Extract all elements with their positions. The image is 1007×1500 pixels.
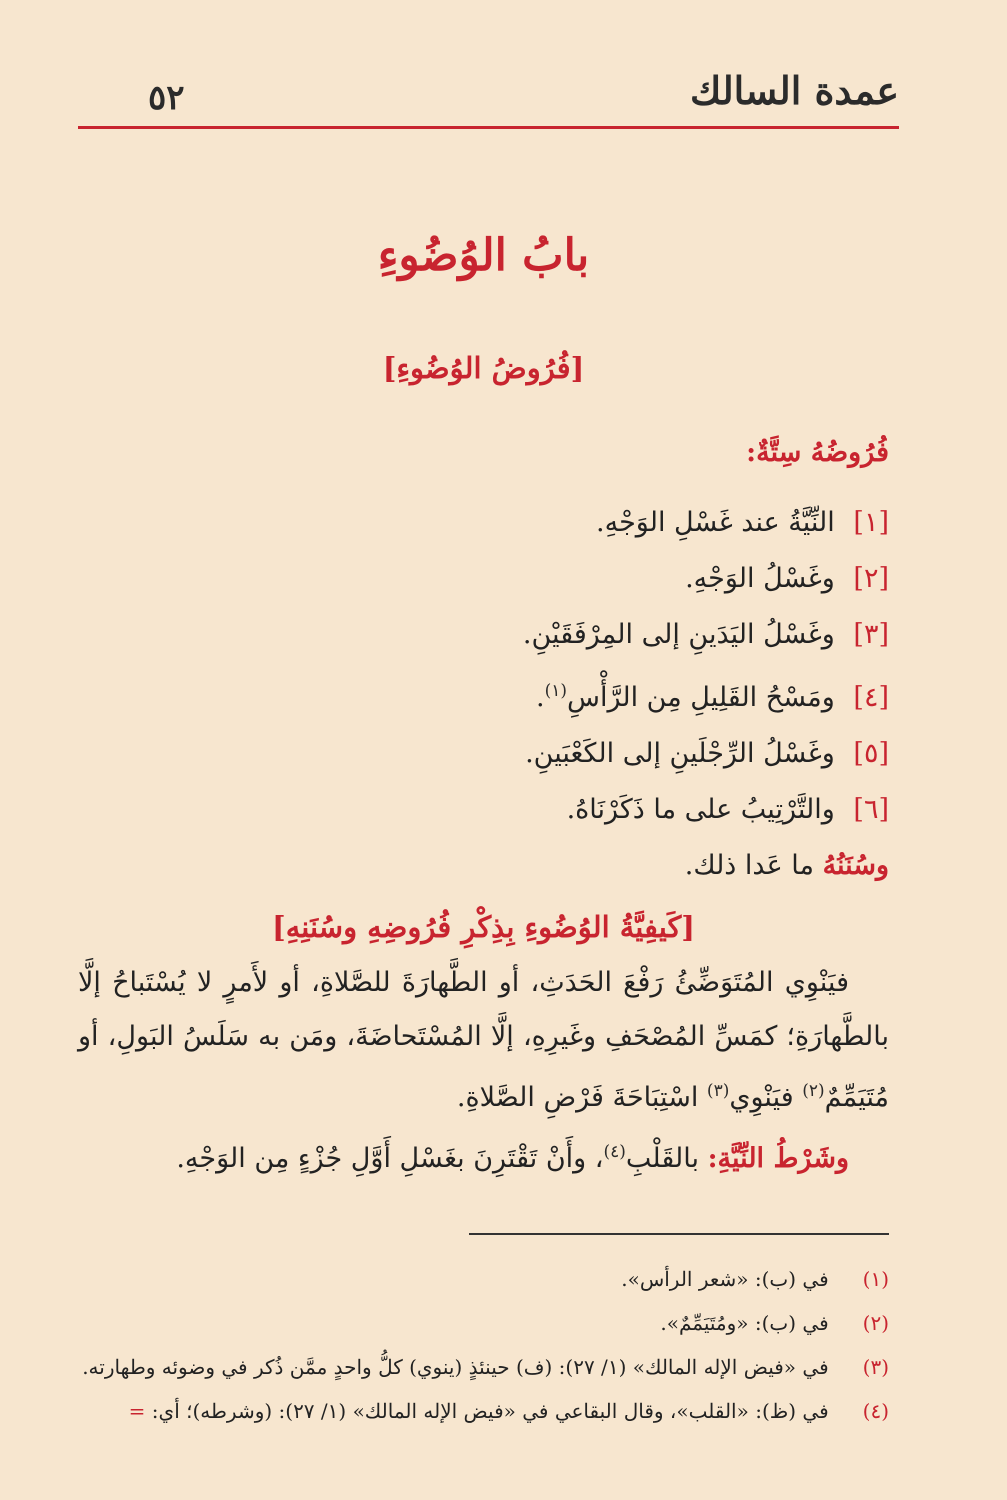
item-text: والتَّرْتِيبُ على ما ذَكَرْنَاهُ. [566,794,835,825]
main-content [78,210,889,1186]
item-number: [٤] [853,682,889,713]
footnote-text: في (ب): «ومُتَيَمِّمٌ». [660,1311,829,1335]
list-item [78,782,889,838]
footnote-item [78,1389,889,1433]
sunan-text: ما عَدا ذلك. [684,850,814,881]
item-text: النِّيَّةُ عند غَسْلِ الوَجْهِ. [596,507,835,538]
footnote-text: في «فيض الإله المالك» (١/ ٢٧): (ف) حينئذٍ (ينوي) كلُّ واحدٍ ممَّن ذُكر في وضوئه وطهارته. [82,1355,829,1379]
sunan-line [78,838,889,894]
item-tail: . [535,682,545,713]
footnote-number: (٢) [862,1311,889,1335]
page-number: ٥٢ [148,78,185,118]
footnote-ref[interactable]: (٣) [706,1081,730,1101]
item-number: [٣] [853,619,889,650]
footnote-ref[interactable]: (٤) [603,1142,626,1162]
book-title: عمدة السالك [690,68,899,113]
item-number: [٥] [853,738,889,769]
footnote-text: في (ب): «شعر الرأس». [621,1267,829,1291]
footnote-number: (٣) [862,1355,889,1379]
running-header [78,62,899,128]
item-number: [٦] [853,794,889,825]
footnote-ref[interactable]: (٢) [802,1081,825,1101]
footnote-item [78,1345,889,1389]
footnotes [78,1257,889,1433]
list-item [78,607,889,663]
paragraph-text: اسْتِبَاحَةَ فَرْضِ الصَّلاةِ. [456,1082,699,1113]
condition-label: وشَرْطُ النِّيَّةِ: [707,1143,849,1174]
footnote-ref[interactable]: (١) [544,681,567,701]
item-text: وغَسْلُ الرِّجْلَينِ إلى الكَعْبَينِ. [525,738,835,769]
list-item [78,551,889,607]
footnote-text: في (ظ): «القلب»، وقال البقاعي في «فيض الإله المالك» (١/ ٢٧): (وشرطه)؛ أي: [151,1399,829,1423]
item-number: [١] [853,507,889,538]
list-item [78,726,889,782]
obligations-lead-text: فُرُوضُهُ سِتَّةٌ: [746,437,889,468]
list-item [78,495,889,551]
header-rule [78,126,899,129]
section-heading-obligations: [فُرُوضُ الوُضُوءِ] [382,351,585,385]
item-text: وغَسْلُ اليَدَينِ إلى المِرْفَقَيْنِ. [522,619,835,650]
footnote-rule [469,1233,889,1235]
item-text: وغَسْلُ الوَجْهِ. [685,563,835,594]
footnote-number: (٤) [862,1399,889,1423]
paragraph-text: فيَنْوِي [729,1082,794,1113]
continuation-mark: = [128,1399,146,1423]
paragraph-text: ، وأَنْ تَقْتَرِنَ بغَسْلِ أَوَّلِ جُزْءٍ مِن الوَجْهِ. [176,1143,604,1174]
paragraph-text: فيَنْوِي المُتَوَضِّئُ رَفْعَ الحَدَثِ، أو الطَّهارَةَ للصَّلاةِ، أو لأَمرٍ لا يُسْتَباحُ إلَّا بالطَّهارَةِ؛ كمَسِّ المُصْحَفِ وغَيرِهِ، إلَّا المُسْتَحاضَةَ، ومَن به سَلَسُ البَولِ، أو مُتَيَمِّمٌ [78,967,889,1113]
chapter-title: بابُ الوُضُوءِ [377,230,590,281]
footnote-item [78,1301,889,1345]
item-text: ومَسْحُ القَلِيلِ مِن الرَّأْسِ [567,682,835,713]
paragraph-text: بالقَلْبِ [625,1143,699,1174]
footnote-item [78,1257,889,1301]
footnote-number: (١) [862,1267,889,1291]
section-heading-method: [كَيفِيَّةُ الوُضُوءِ بِذِكْرِ فُرُوضِهِ وسُنَنِهِ] [272,910,695,944]
sunan-label: وسُنَنُهُ [822,850,889,881]
obligations-lead [78,429,889,477]
list-item [78,663,889,726]
paragraph-condition [78,1125,889,1186]
item-number: [٢] [853,563,889,594]
paragraph-intention [78,956,889,1125]
